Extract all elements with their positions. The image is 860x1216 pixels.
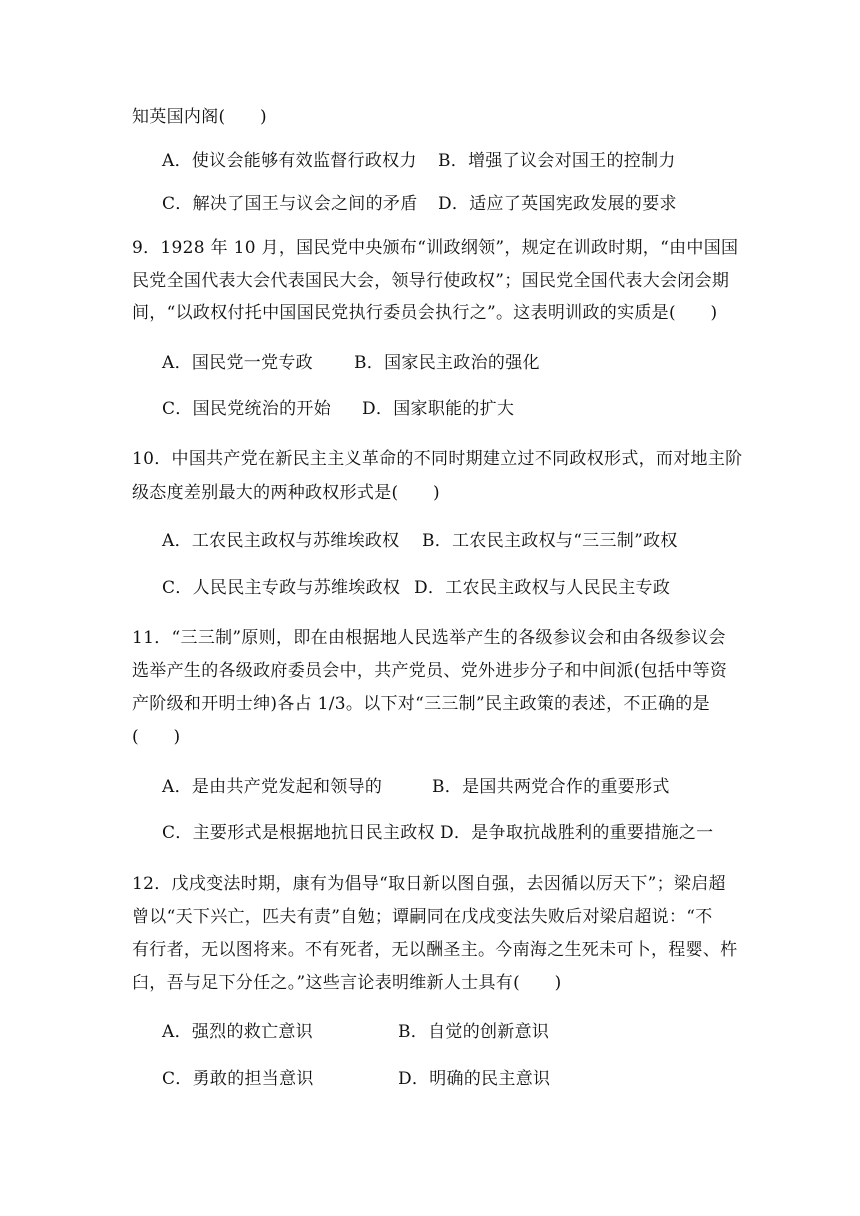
q9-option-c: C．国民党统治的开始 [162, 399, 332, 419]
q12-stem-line-3: 有行者，无以图将来。不有死者，无以酬圣主。今南海之生死未可卜，程婴、杵 [132, 940, 738, 960]
q9-option-d: D．国家职能的扩大 [362, 399, 515, 419]
q12-stem-line-1: 12．戊戌变法时期，康有为倡导“取日新以图自强，去因循以厉天下”；梁启超 [132, 874, 726, 894]
q9-stem-line-2: 民党全国代表大会代表国民大会，领导行使政权”；国民党全国代表大会闭会期 [132, 271, 730, 291]
q10-option-c: C．人民民主专政与苏维埃政权 [162, 578, 401, 598]
q12-stem-line-2: 曾以“天下兴亡，匹夫有责”自勉；谭嗣同在戊戌变法失败后对梁启超说：“不 [132, 907, 713, 927]
q11-option-b: B．是国共两党合作的重要形式 [432, 777, 670, 797]
q8-option-b: B．增强了议会对国王的控制力 [438, 151, 676, 171]
q8-stem-tail: 知英国内阁( ) [132, 107, 267, 127]
q12-stem-line-4: 臼，吾与足下分任之。”这些言论表明维新人士具有( ) [132, 973, 562, 993]
q12-option-b: B．自觉的创新意识 [398, 1022, 550, 1042]
q9-stem-line-3: 间，“以政权付托中国国民党执行委员会执行之”。这表明训政的实质是( ) [132, 303, 718, 323]
q10-stem-line-1: 10．中国共产党在新民主主义革命的不同时期建立过不同政权形式，而对地主阶 [132, 449, 743, 469]
q8-option-d: D．适应了英国宪政发展的要求 [438, 194, 677, 214]
q10-option-a: A．工农民主政权与苏维埃政权 [162, 531, 400, 551]
q11-option-a: A．是由共产党发起和领导的 [162, 777, 383, 797]
q12-option-d: D．明确的民主意识 [398, 1069, 551, 1089]
q10-option-b: B．工农民主政权与“三三制”政权 [422, 531, 678, 551]
q11-option-d: D．是争取抗战胜利的重要措施之一 [440, 823, 714, 843]
q10-stem-line-2: 级态度差别最大的两种政权形式是( ) [132, 483, 440, 503]
q8-option-a: A．使议会能够有效监督行政权力 [162, 151, 417, 171]
q10-option-d: D．工农民主政权与人民民主专政 [414, 578, 671, 598]
q9-stem-line-1: 9．1928 年 10 月，国民党中央颁布“训政纲领”，规定在训政时期，“由中国国 [132, 238, 739, 258]
q11-stem-line-1: 11．“三三制”原则，即在由根据地人民选举产生的各级参议会和由各级参议会 [132, 628, 726, 648]
q9-option-a: A．国民党一党专政 [162, 353, 313, 373]
q11-option-c: C．主要形式是根据地抗日民主政权 [162, 823, 435, 843]
q9-option-b: B．国家民主政治的强化 [354, 353, 540, 373]
q8-option-c: C．解决了国王与议会之间的矛盾 [162, 194, 418, 214]
q11-stem-line-4: ( ) [132, 727, 181, 747]
q12-option-c: C．勇敢的担当意识 [162, 1069, 314, 1089]
q12-option-a: A．强烈的救亡意识 [162, 1022, 313, 1042]
q11-stem-line-3: 产阶级和开明士绅)各占 1/3。以下对“三三制”民主政策的表述，不正确的是 [132, 694, 710, 714]
q11-stem-line-2: 选举产生的各级政府委员会中，共产党员、党外进步分子和中间派(包括中等资 [132, 661, 728, 681]
